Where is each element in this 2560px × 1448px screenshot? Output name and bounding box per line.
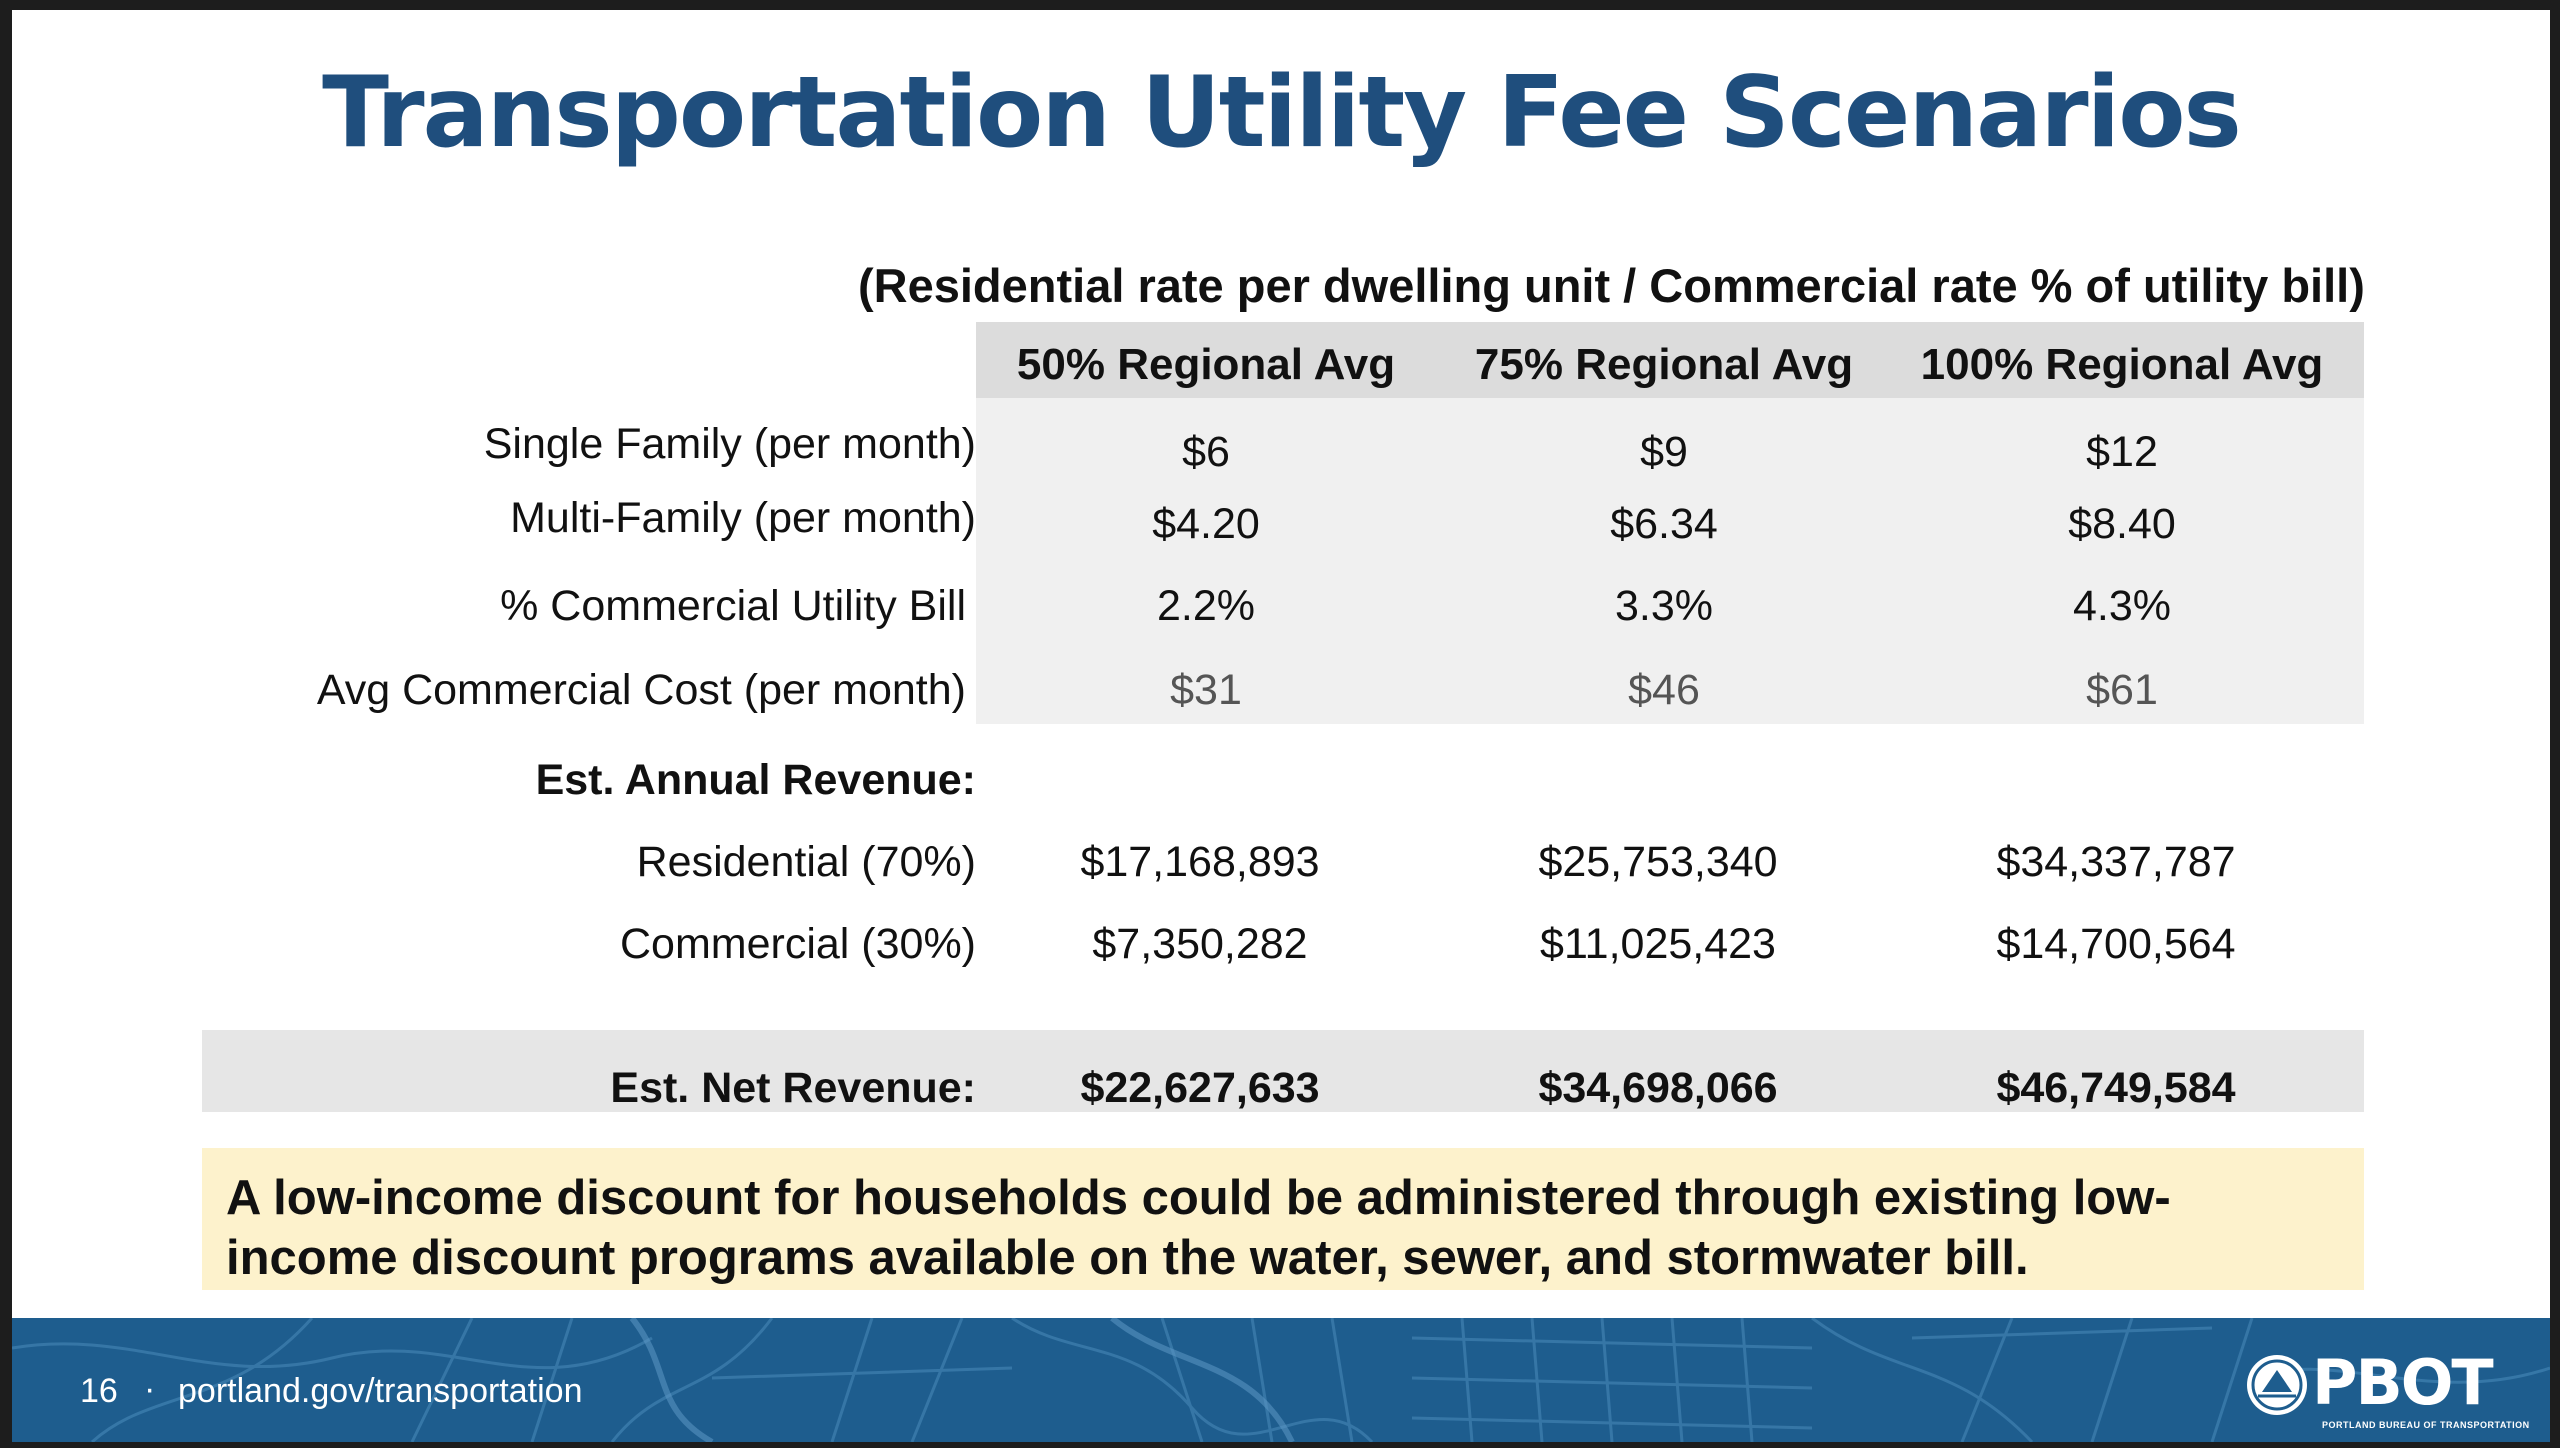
slide-footer	[12, 1318, 2550, 1442]
table-cell: $46	[1628, 666, 1700, 714]
row-label-multi-family: Multi-Family (per month)	[510, 494, 976, 542]
table-cell: $31	[1170, 666, 1242, 714]
row-label-net-revenue: Est. Net Revenue:	[610, 1064, 976, 1112]
column-header-100: 100% Regional Avg	[1920, 340, 2324, 389]
table-cell: $22,627,633	[1080, 1064, 1320, 1112]
column-header-75: 75% Regional Avg	[1474, 340, 1854, 389]
table-cell: 4.3%	[2072, 582, 2171, 630]
slide-title: Transportation Utility Fee Scenarios	[322, 56, 2240, 170]
table-cell: $61	[2086, 666, 2158, 714]
footer-separator: ·	[144, 1370, 156, 1408]
column-header-50: 50% Regional Avg	[1016, 340, 1396, 389]
table-cell: $34,698,066	[1538, 1064, 1778, 1112]
table-cell: $25,753,340	[1538, 838, 1778, 886]
row-label-commercial-utility-bill: % Commercial Utility Bill	[500, 582, 966, 630]
table-cell: 2.2%	[1156, 582, 1255, 630]
table-cell: 3.3%	[1614, 582, 1713, 630]
pbot-seal-icon	[2244, 1352, 2310, 1418]
table-cell: $17,168,893	[1080, 838, 1320, 886]
row-label-single-family: Single Family (per month)	[483, 420, 976, 468]
row-label-residential-revenue: Residential (70%)	[636, 838, 976, 886]
table-cell: $9	[1640, 428, 1688, 476]
table-cell: $6	[1182, 428, 1230, 476]
table-subtitle: (Residential rate per dwelling unit / Commercial rate % of utility bill)	[858, 259, 2365, 312]
revenue-heading: Est. Annual Revenue:	[535, 756, 976, 804]
row-label-avg-commercial-cost: Avg Commercial Cost (per month)	[316, 666, 966, 714]
pbot-logo-subtext: PORTLAND BUREAU OF TRANSPORTATION	[2322, 1420, 2530, 1430]
table-cell: $6.34	[1610, 500, 1718, 548]
table-cell: $4.20	[1152, 500, 1260, 548]
pbot-logo-text: PBOT	[2312, 1346, 2492, 1419]
low-income-note: A low-income discount for households could be administered through existing low-income discount programs available on the water, sewer, and stormwater bill.	[202, 1148, 2364, 1290]
table-cell: $34,337,787	[1996, 838, 2236, 886]
table-cell: $12	[2086, 428, 2158, 476]
table-cell: $8.40	[2068, 500, 2176, 548]
slide	[12, 10, 2550, 1442]
table-cell: $14,700,564	[1996, 920, 2236, 968]
table-cell: $46,749,584	[1996, 1064, 2236, 1112]
page-number: 16	[80, 1372, 118, 1410]
footer-url-link[interactable]: portland.gov/transportation	[178, 1372, 583, 1410]
table-cell: $11,025,423	[1540, 920, 1776, 968]
table-cell: $7,350,282	[1092, 920, 1308, 968]
row-label-commercial-revenue: Commercial (30%)	[619, 920, 976, 968]
